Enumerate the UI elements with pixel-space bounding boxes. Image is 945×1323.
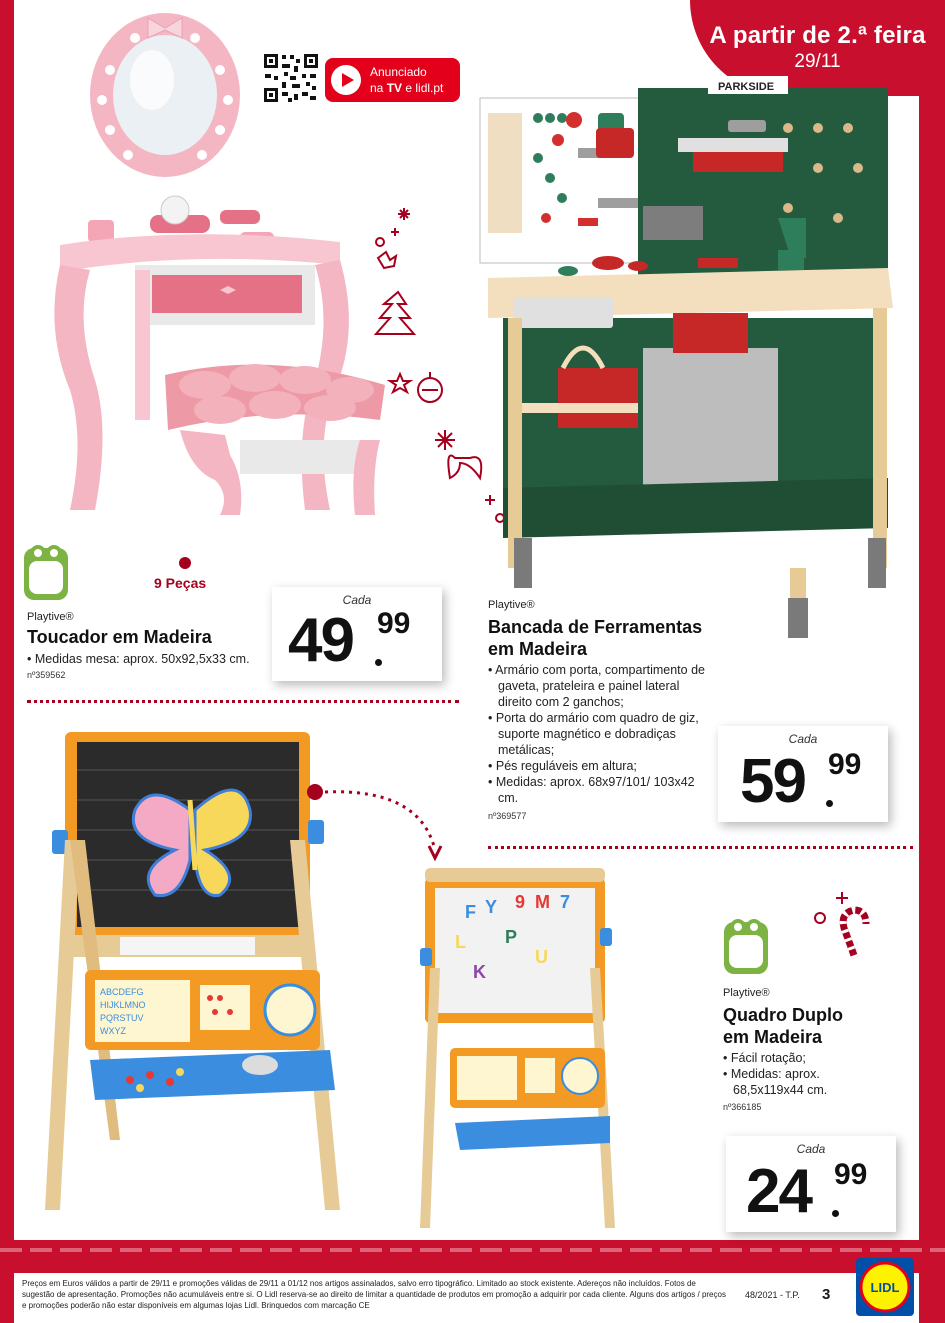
age-badge-3plus (24, 548, 68, 600)
svg-text:M: M (535, 892, 550, 912)
price-decimals: 99 (377, 607, 411, 640)
svg-text:K: K (473, 962, 486, 982)
feature-item: • Pés reguláveis em altura; (488, 758, 713, 774)
legal-disclaimer: Preços em Euros válidos a partir de 29/11 e promoções válidas de 29/11 a 01/12 nos artigos assinalados, salvo erro tipográfico. Limitado ao stock existente. Adereços não incluídos. Fotos de sugestão de apresentação. Promoções não acumuláveis entre si. O Lidl reserva-se ao direito de limitar a quantidade de produtos em promoção a adquirir por cada cliente. Alguns dos artigos / preços e promoções poderão não estar disponíveis em algumas lojas Lidl. Brinquedos com marcação CE (22, 1279, 726, 1310)
product-brand: Playtive® (723, 987, 770, 999)
dotted-arrow-icon (305, 780, 445, 870)
red-frame-bottom (0, 1240, 945, 1273)
vanity-table-image (40, 10, 400, 520)
product-reference: nº369577 (488, 811, 527, 821)
price-unit-label: Cada (342, 593, 372, 607)
feature-item: • Medidas mesa: aprox. 50x92,5x33 cm. (27, 651, 277, 667)
red-frame-left (0, 0, 14, 1323)
svg-text:7: 7 (560, 892, 571, 912)
svg-text:HIJKLMNO: HIJKLMNO (100, 1000, 146, 1010)
feature-item: • Armário com porta, compartimento de gaveta, prateleira e painel lateral direito com 2 ganchos; (488, 662, 713, 710)
price-decimal-point (375, 659, 382, 666)
dotted-separator (27, 700, 459, 703)
double-easel-large-image (40, 720, 350, 1240)
feature-item: • Medidas: aprox. 68x97/101/ 103x42 cm. (488, 774, 713, 806)
candy-cane-icon (810, 888, 890, 968)
product-brand: Playtive® (488, 599, 535, 611)
parkside-logo: PARKSIDE (718, 81, 775, 93)
svg-text:U: U (535, 947, 548, 967)
workbench-image (478, 68, 898, 640)
product-title: Toucador em Madeira (27, 627, 212, 647)
price-tag (718, 726, 888, 822)
feature-item: • Fácil rotação; (723, 1050, 883, 1066)
age-face-icon (728, 914, 764, 936)
date-banner-date: 29/11 (794, 51, 841, 72)
price-unit-label: Cada (796, 1142, 826, 1156)
price-integer: 59 (740, 747, 805, 816)
product-title: Bancada de Ferramentas em Madeira (488, 617, 703, 659)
date-banner-title: A partir de 2.ª feira (709, 22, 926, 49)
svg-text:ABCDEFG: ABCDEFG (100, 987, 144, 997)
product-reference: nº359562 (27, 670, 66, 680)
age-label: 4+ (736, 941, 756, 960)
svg-text:L: L (455, 932, 466, 952)
product-features (723, 1050, 883, 1098)
price-unit-label: Cada (788, 732, 818, 746)
feature-item: • Medidas: aprox. 68,5x119x44 cm. (723, 1066, 883, 1098)
lidl-logo-text: LIDL (870, 1280, 900, 1295)
feature-item: • Porta do armário com quadro de giz, suporte magnético e dobradiças metálicas; (488, 710, 713, 758)
age-face-icon (28, 540, 64, 562)
page-number: 3 (822, 1286, 831, 1303)
price-decimals: 99 (834, 1158, 868, 1191)
price-integer: 49 (288, 606, 353, 675)
price-decimal-point (832, 1210, 839, 1217)
tv-badge-line2: na TV e lidl.pt (370, 81, 444, 95)
svg-text:9: 9 (515, 892, 526, 912)
leaflet-code: 48/2021 - T.P. (745, 1290, 800, 1300)
product-brand: Playtive® (27, 611, 74, 623)
age-badge-4plus (724, 922, 768, 974)
product-reference: nº366185 (723, 1102, 762, 1112)
product-features (488, 662, 713, 806)
pieces-dot-icon (179, 557, 191, 569)
svg-text:WXYZ: WXYZ (100, 1026, 126, 1036)
price-tag (726, 1136, 896, 1232)
price-decimals: 99 (828, 748, 862, 781)
product-title: Quadro Duplo em Madeira (723, 1005, 843, 1047)
product-features (27, 651, 277, 667)
svg-text:F: F (465, 902, 476, 922)
price-tag (272, 587, 442, 681)
price-integer: 24 (746, 1157, 811, 1226)
svg-text:PQRSTUV: PQRSTUV (100, 1013, 144, 1023)
red-frame-right (919, 0, 945, 1323)
price-decimal-point (826, 800, 833, 807)
tv-badge-line1: Anunciado (370, 65, 427, 79)
age-label: 3+ (36, 567, 56, 586)
svg-text:P: P (505, 927, 518, 947)
double-easel-small-image (415, 868, 620, 1238)
lidl-logo-icon[interactable] (856, 1258, 914, 1316)
pieces-label: 9 Peças (154, 575, 207, 591)
dotted-separator (488, 846, 913, 849)
svg-text:Y: Y (485, 897, 498, 917)
